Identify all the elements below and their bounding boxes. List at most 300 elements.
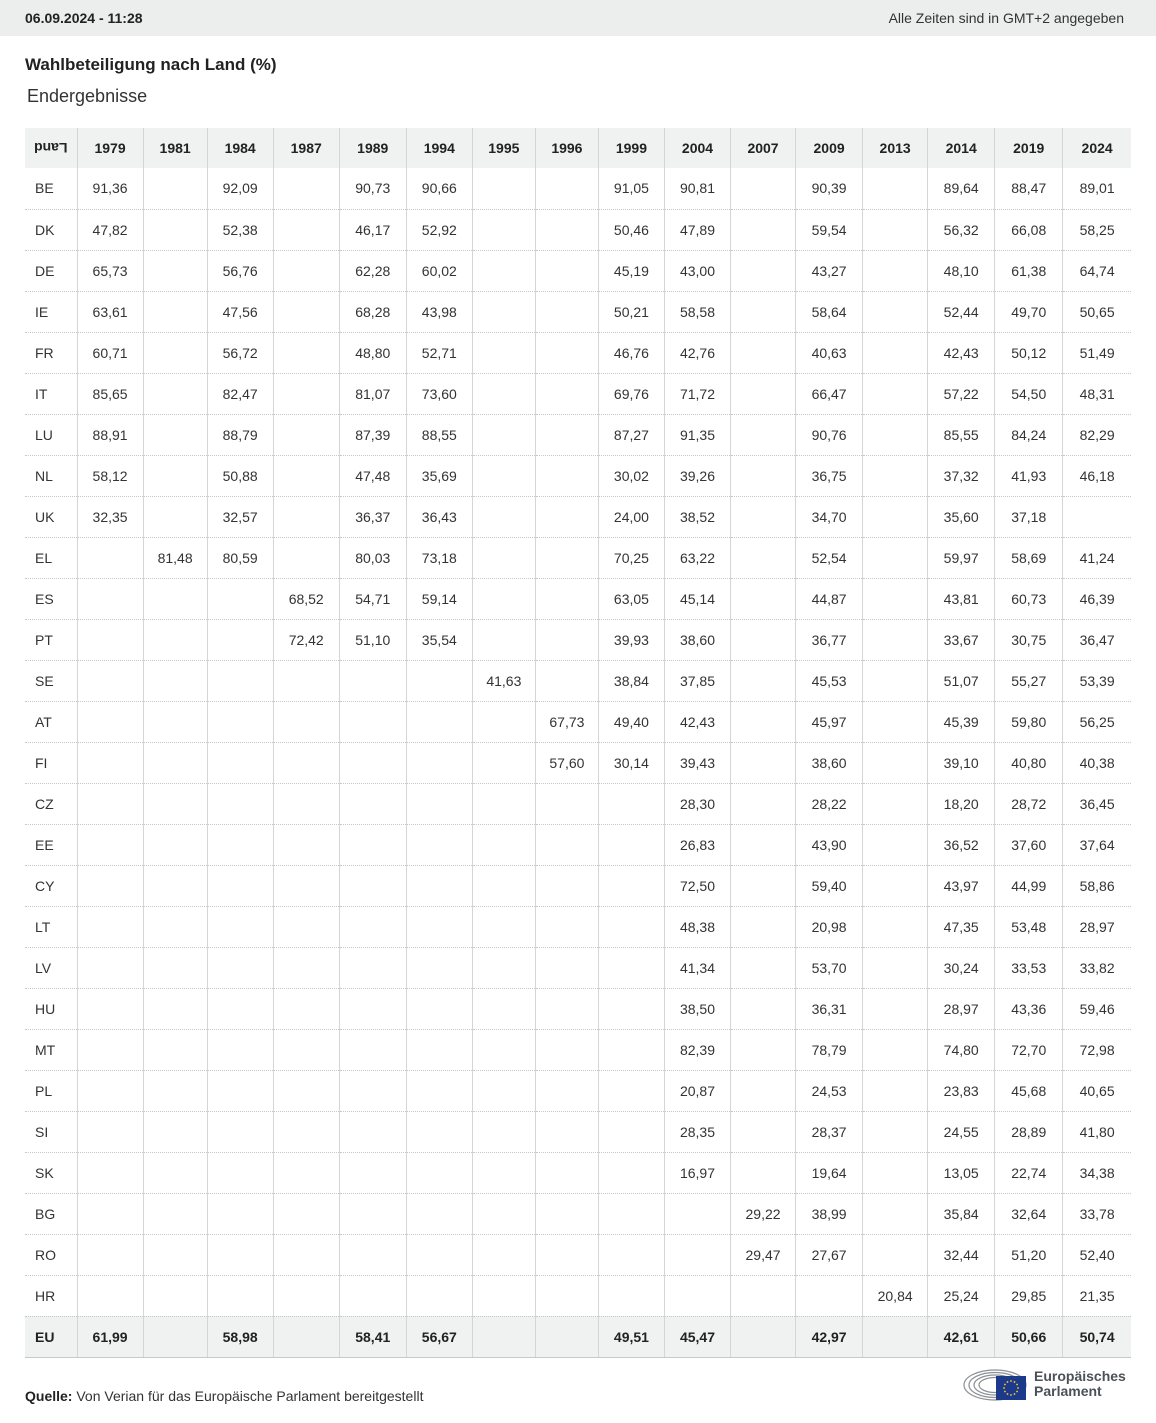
turnout-cell <box>143 660 207 701</box>
table-row <box>25 291 1131 332</box>
turnout-cell <box>143 455 207 496</box>
turnout-cell <box>406 783 472 824</box>
turnout-cell <box>535 291 598 332</box>
turnout-cell <box>273 1275 339 1316</box>
turnout-cell: 33,78 <box>1063 1193 1131 1234</box>
turnout-cell: 29,85 <box>995 1275 1063 1316</box>
turnout-cell: 40,80 <box>995 742 1063 783</box>
turnout-cell <box>273 947 339 988</box>
turnout-cell <box>143 1111 207 1152</box>
turnout-cell <box>339 1193 406 1234</box>
turnout-cell: 19,64 <box>796 1152 863 1193</box>
turnout-cell <box>731 578 796 619</box>
turnout-cell <box>339 824 406 865</box>
turnout-cell: 38,60 <box>664 619 730 660</box>
turnout-cell <box>731 783 796 824</box>
turnout-cell <box>863 742 928 783</box>
turnout-cell: 81,07 <box>339 373 406 414</box>
turnout-cell <box>143 742 207 783</box>
turnout-cell <box>598 1070 664 1111</box>
turnout-cell: 70,25 <box>598 537 664 578</box>
country-code: ES <box>25 578 77 619</box>
turnout-cell <box>731 947 796 988</box>
turnout-cell <box>207 1193 273 1234</box>
turnout-cell <box>207 619 273 660</box>
country-code: AT <box>25 701 77 742</box>
turnout-cell: 87,27 <box>598 414 664 455</box>
column-header-1981: 1981 <box>143 128 207 168</box>
turnout-cell: 45,97 <box>796 701 863 742</box>
turnout-cell: 24,53 <box>796 1070 863 1111</box>
eu-star-icon <box>1007 1381 1009 1383</box>
turnout-cell <box>143 1234 207 1275</box>
turnout-cell <box>863 250 928 291</box>
turnout-cell <box>339 1070 406 1111</box>
turnout-cell <box>472 865 535 906</box>
column-header-1979: 1979 <box>77 128 143 168</box>
turnout-cell <box>77 783 143 824</box>
turnout-cell <box>273 209 339 250</box>
turnout-cell <box>535 455 598 496</box>
table-row <box>25 865 1131 906</box>
turnout-cell: 45,68 <box>995 1070 1063 1111</box>
turnout-cell <box>273 865 339 906</box>
turnout-cell <box>863 619 928 660</box>
turnout-cell: 58,69 <box>995 537 1063 578</box>
turnout-cell: 38,50 <box>664 988 730 1029</box>
turnout-cell <box>863 865 928 906</box>
turnout-cell <box>535 537 598 578</box>
turnout-cell: 39,93 <box>598 619 664 660</box>
column-header-2004: 2004 <box>664 128 730 168</box>
turnout-cell: 34,70 <box>796 496 863 537</box>
turnout-cell <box>406 742 472 783</box>
turnout-cell <box>598 906 664 947</box>
turnout-cell <box>472 701 535 742</box>
turnout-cell: 58,12 <box>77 455 143 496</box>
turnout-cell: 81,48 <box>143 537 207 578</box>
turnout-cell <box>472 168 535 209</box>
turnout-cell: 36,75 <box>796 455 863 496</box>
turnout-cell: 42,43 <box>928 332 995 373</box>
eu-star-icon <box>1014 1381 1016 1383</box>
table-row <box>25 168 1131 209</box>
turnout-cell: 90,81 <box>664 168 730 209</box>
column-header-1984: 1984 <box>207 128 273 168</box>
turnout-cell: 45,53 <box>796 660 863 701</box>
turnout-cell <box>472 1111 535 1152</box>
turnout-cell <box>535 1193 598 1234</box>
turnout-cell: 45,19 <box>598 250 664 291</box>
country-code: HU <box>25 988 77 1029</box>
country-code: NL <box>25 455 77 496</box>
turnout-cell: 27,67 <box>796 1234 863 1275</box>
turnout-cell: 63,61 <box>77 291 143 332</box>
table-row <box>25 783 1131 824</box>
turnout-cell: 89,01 <box>1063 168 1131 209</box>
turnout-cell <box>731 701 796 742</box>
turnout-cell: 36,77 <box>796 619 863 660</box>
turnout-cell <box>472 414 535 455</box>
turnout-cell <box>535 1111 598 1152</box>
turnout-cell <box>273 988 339 1029</box>
turnout-cell <box>863 496 928 537</box>
turnout-cell: 91,35 <box>664 414 730 455</box>
timezone-note: Alle Zeiten sind in GMT+2 angegeben <box>888 10 1124 26</box>
parliament-emblem-icon <box>962 1367 1028 1401</box>
turnout-cell <box>1063 496 1131 537</box>
turnout-cell <box>207 1111 273 1152</box>
eu-flag-icon <box>996 1376 1026 1400</box>
turnout-cell <box>535 578 598 619</box>
turnout-cell <box>731 1152 796 1193</box>
turnout-cell <box>598 865 664 906</box>
country-code: EE <box>25 824 77 865</box>
country-code: CZ <box>25 783 77 824</box>
turnout-cell: 59,14 <box>406 578 472 619</box>
turnout-cell: 66,47 <box>796 373 863 414</box>
turnout-cell <box>731 660 796 701</box>
turnout-cell: 39,43 <box>664 742 730 783</box>
turnout-cell <box>472 332 535 373</box>
turnout-cell <box>535 947 598 988</box>
turnout-cell <box>77 619 143 660</box>
source-label: Quelle: <box>25 1388 73 1404</box>
turnout-cell: 48,38 <box>664 906 730 947</box>
turnout-cell <box>535 865 598 906</box>
turnout-cell: 47,56 <box>207 291 273 332</box>
turnout-cell <box>535 824 598 865</box>
turnout-cell: 20,87 <box>664 1070 730 1111</box>
turnout-cell <box>863 660 928 701</box>
turnout-cell: 90,76 <box>796 414 863 455</box>
turnout-cell <box>339 783 406 824</box>
turnout-cell <box>143 291 207 332</box>
country-code: LT <box>25 906 77 947</box>
turnout-cell: 58,25 <box>1063 209 1131 250</box>
country-code: IE <box>25 291 77 332</box>
turnout-cell <box>339 1275 406 1316</box>
turnout-cell <box>731 496 796 537</box>
turnout-cell <box>472 578 535 619</box>
country-code: IT <box>25 373 77 414</box>
table-row <box>25 947 1131 988</box>
turnout-cell: 28,35 <box>664 1111 730 1152</box>
turnout-cell <box>273 742 339 783</box>
turnout-cell <box>273 168 339 209</box>
turnout-cell: 49,51 <box>598 1316 664 1357</box>
turnout-cell <box>143 1316 207 1357</box>
turnout-cell: 29,22 <box>731 1193 796 1234</box>
turnout-cell <box>472 619 535 660</box>
turnout-cell: 36,47 <box>1063 619 1131 660</box>
turnout-cell: 67,73 <box>535 701 598 742</box>
turnout-cell: 59,80 <box>995 701 1063 742</box>
turnout-cell: 32,35 <box>77 496 143 537</box>
turnout-cell: 82,47 <box>207 373 273 414</box>
turnout-cell: 50,88 <box>207 455 273 496</box>
country-code: PT <box>25 619 77 660</box>
turnout-cell: 68,28 <box>339 291 406 332</box>
turnout-cell <box>273 906 339 947</box>
turnout-cell <box>535 906 598 947</box>
turnout-cell: 43,90 <box>796 824 863 865</box>
turnout-cell <box>731 1275 796 1316</box>
turnout-cell: 91,05 <box>598 168 664 209</box>
turnout-cell <box>143 947 207 988</box>
turnout-cell: 48,31 <box>1063 373 1131 414</box>
turnout-cell: 59,46 <box>1063 988 1131 1029</box>
turnout-cell: 26,83 <box>664 824 730 865</box>
country-code: FI <box>25 742 77 783</box>
turnout-cell <box>77 1111 143 1152</box>
column-header-1995: 1995 <box>472 128 535 168</box>
turnout-cell: 52,92 <box>406 209 472 250</box>
turnout-cell <box>863 947 928 988</box>
turnout-cell: 56,72 <box>207 332 273 373</box>
turnout-cell: 46,17 <box>339 209 406 250</box>
turnout-cell <box>731 250 796 291</box>
table-row <box>25 1234 1131 1275</box>
turnout-cell <box>143 865 207 906</box>
turnout-cell <box>273 373 339 414</box>
turnout-cell: 46,39 <box>1063 578 1131 619</box>
table-row <box>25 1070 1131 1111</box>
turnout-cell <box>143 906 207 947</box>
turnout-cell: 73,18 <box>406 537 472 578</box>
turnout-cell <box>207 660 273 701</box>
turnout-cell <box>796 1275 863 1316</box>
turnout-cell <box>77 701 143 742</box>
turnout-cell: 50,12 <box>995 332 1063 373</box>
turnout-cell: 38,60 <box>796 742 863 783</box>
country-code: BG <box>25 1193 77 1234</box>
turnout-cell <box>77 906 143 947</box>
country-code: SK <box>25 1152 77 1193</box>
turnout-cell: 36,37 <box>339 496 406 537</box>
turnout-cell <box>207 1029 273 1070</box>
turnout-cell: 30,75 <box>995 619 1063 660</box>
turnout-cell: 90,73 <box>339 168 406 209</box>
turnout-cell: 54,50 <box>995 373 1063 414</box>
turnout-cell <box>77 1152 143 1193</box>
turnout-cell <box>731 332 796 373</box>
turnout-cell: 88,47 <box>995 168 1063 209</box>
turnout-cell <box>207 947 273 988</box>
country-code: MT <box>25 1029 77 1070</box>
turnout-cell <box>273 1070 339 1111</box>
turnout-cell <box>143 496 207 537</box>
turnout-cell <box>863 414 928 455</box>
turnout-cell <box>406 1152 472 1193</box>
turnout-cell: 42,43 <box>664 701 730 742</box>
logo-line-1: Europäisches <box>1034 1368 1126 1384</box>
turnout-cell: 32,44 <box>928 1234 995 1275</box>
turnout-cell <box>207 988 273 1029</box>
turnout-cell <box>339 701 406 742</box>
turnout-cell: 33,53 <box>995 947 1063 988</box>
table-row <box>25 332 1131 373</box>
table-row <box>25 824 1131 865</box>
turnout-cell <box>863 1193 928 1234</box>
turnout-cell: 66,08 <box>995 209 1063 250</box>
turnout-cell: 32,57 <box>207 496 273 537</box>
turnout-cell: 34,38 <box>1063 1152 1131 1193</box>
turnout-cell: 24,00 <box>598 496 664 537</box>
turnout-cell <box>339 1152 406 1193</box>
turnout-cell: 39,10 <box>928 742 995 783</box>
turnout-cell: 68,52 <box>273 578 339 619</box>
eu-total-row <box>25 1316 1131 1357</box>
table-row <box>25 414 1131 455</box>
turnout-cell <box>77 660 143 701</box>
turnout-cell <box>863 537 928 578</box>
turnout-cell <box>863 783 928 824</box>
turnout-cell <box>143 250 207 291</box>
turnout-cell: 72,70 <box>995 1029 1063 1070</box>
turnout-cell <box>339 988 406 1029</box>
turnout-cell: 51,49 <box>1063 332 1131 373</box>
turnout-cell <box>863 1316 928 1357</box>
ep-logo <box>962 1367 1126 1401</box>
turnout-cell: 29,47 <box>731 1234 796 1275</box>
turnout-cell <box>472 783 535 824</box>
turnout-cell <box>207 1275 273 1316</box>
turnout-cell <box>472 1070 535 1111</box>
eu-star-icon <box>1017 1387 1019 1389</box>
turnout-cell: 32,64 <box>995 1193 1063 1234</box>
country-code: PL <box>25 1070 77 1111</box>
turnout-cell: 46,18 <box>1063 455 1131 496</box>
table-body <box>25 168 1131 1357</box>
turnout-cell <box>472 906 535 947</box>
turnout-cell: 23,83 <box>928 1070 995 1111</box>
column-header-2024: 2024 <box>1063 128 1131 168</box>
turnout-cell: 35,60 <box>928 496 995 537</box>
turnout-cell: 40,65 <box>1063 1070 1131 1111</box>
turnout-cell <box>863 701 928 742</box>
turnout-cell: 55,27 <box>995 660 1063 701</box>
turnout-cell <box>77 1234 143 1275</box>
turnout-cell: 49,40 <box>598 701 664 742</box>
turnout-cell: 53,70 <box>796 947 863 988</box>
turnout-cell <box>472 537 535 578</box>
turnout-cell <box>143 988 207 1029</box>
turnout-cell: 21,35 <box>1063 1275 1131 1316</box>
logo-line-2: Parlament <box>1034 1383 1102 1399</box>
turnout-cell: 41,24 <box>1063 537 1131 578</box>
turnout-cell <box>863 1070 928 1111</box>
turnout-cell <box>273 455 339 496</box>
turnout-cell: 20,84 <box>863 1275 928 1316</box>
turnout-cell <box>664 1234 730 1275</box>
turnout-cell <box>406 988 472 1029</box>
turnout-cell <box>143 1152 207 1193</box>
turnout-cell <box>143 1029 207 1070</box>
turnout-cell <box>472 250 535 291</box>
turnout-cell: 38,84 <box>598 660 664 701</box>
column-header-1989: 1989 <box>339 128 406 168</box>
turnout-cell: 82,39 <box>664 1029 730 1070</box>
turnout-cell: 36,31 <box>796 988 863 1029</box>
turnout-cell <box>535 496 598 537</box>
turnout-cell: 40,38 <box>1063 742 1131 783</box>
table-row <box>25 373 1131 414</box>
turnout-cell <box>535 332 598 373</box>
turnout-cell: 35,69 <box>406 455 472 496</box>
column-header-country <box>25 128 77 168</box>
turnout-cell: 80,59 <box>207 537 273 578</box>
turnout-cell: 58,41 <box>339 1316 406 1357</box>
eu-star-icon <box>1010 1380 1012 1382</box>
turnout-cell <box>598 1234 664 1275</box>
turnout-cell: 61,99 <box>77 1316 143 1357</box>
country-code: EU <box>25 1316 77 1357</box>
turnout-cell: 20,98 <box>796 906 863 947</box>
turnout-cell <box>535 1234 598 1275</box>
turnout-cell: 47,82 <box>77 209 143 250</box>
turnout-cell <box>143 332 207 373</box>
turnout-cell <box>472 1316 535 1357</box>
turnout-cell <box>472 291 535 332</box>
turnout-cell: 52,44 <box>928 291 995 332</box>
column-header-2019: 2019 <box>995 128 1063 168</box>
table-row <box>25 1152 1131 1193</box>
turnout-cell <box>273 1111 339 1152</box>
turnout-cell: 50,46 <box>598 209 664 250</box>
turnout-cell <box>339 660 406 701</box>
turnout-cell <box>77 537 143 578</box>
turnout-cell <box>731 824 796 865</box>
turnout-cell <box>664 1275 730 1316</box>
turnout-cell: 28,72 <box>995 783 1063 824</box>
turnout-cell <box>273 291 339 332</box>
turnout-cell: 56,67 <box>406 1316 472 1357</box>
turnout-cell: 51,07 <box>928 660 995 701</box>
turnout-cell: 37,18 <box>995 496 1063 537</box>
turnout-cell: 47,48 <box>339 455 406 496</box>
turnout-cell <box>77 865 143 906</box>
table-row <box>25 742 1131 783</box>
turnout-cell <box>598 1111 664 1152</box>
turnout-cell <box>143 578 207 619</box>
turnout-cell: 90,66 <box>406 168 472 209</box>
turnout-cell: 48,80 <box>339 332 406 373</box>
turnout-cell: 40,63 <box>796 332 863 373</box>
turnout-cell <box>731 291 796 332</box>
turnout-cell: 52,40 <box>1063 1234 1131 1275</box>
turnout-cell: 45,14 <box>664 578 730 619</box>
turnout-cell <box>143 1070 207 1111</box>
turnout-cell: 64,74 <box>1063 250 1131 291</box>
turnout-cell <box>273 496 339 537</box>
turnout-cell <box>863 209 928 250</box>
table-row <box>25 1275 1131 1316</box>
turnout-cell <box>598 1152 664 1193</box>
turnout-cell <box>406 701 472 742</box>
turnout-cell: 56,76 <box>207 250 273 291</box>
turnout-cell <box>472 988 535 1029</box>
turnout-cell <box>207 578 273 619</box>
turnout-cell: 42,61 <box>928 1316 995 1357</box>
turnout-cell: 36,45 <box>1063 783 1131 824</box>
country-code: SI <box>25 1111 77 1152</box>
turnout-cell <box>472 1152 535 1193</box>
turnout-cell <box>143 414 207 455</box>
turnout-cell: 57,22 <box>928 373 995 414</box>
turnout-cell: 49,70 <box>995 291 1063 332</box>
country-code: SE <box>25 660 77 701</box>
